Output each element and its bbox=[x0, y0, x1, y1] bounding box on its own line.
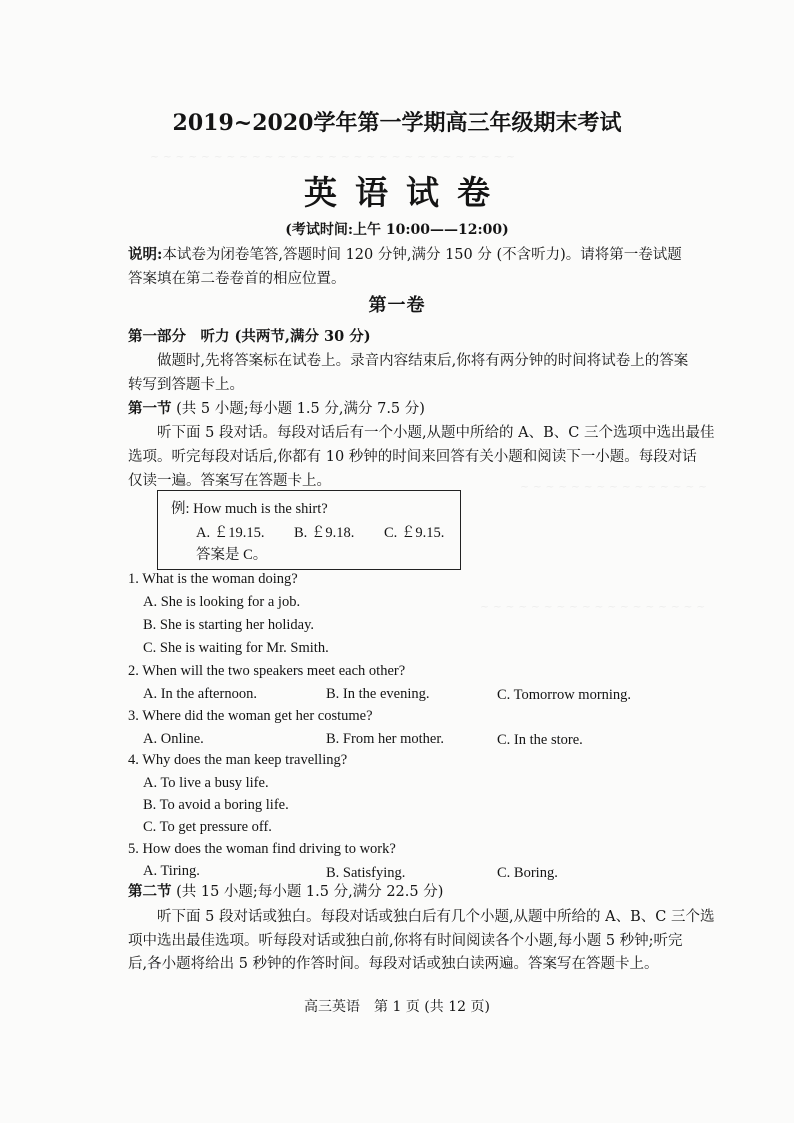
question-5-option-b: B. Satisfying. bbox=[326, 865, 406, 881]
part1-intro-2: 转写到答题卡上。 bbox=[128, 377, 244, 393]
example-question: 例: How much is the shirt? bbox=[171, 501, 328, 517]
question-3-option-b: B. From her mother. bbox=[326, 731, 445, 747]
section2-line-3: 后,各小题将给出 5 秒钟的作答时间。每段对话或独白读两遍。答案写在答题卡上。 bbox=[128, 956, 659, 972]
section1-line-3: 仅读一遍。答案写在答题卡上。 bbox=[128, 473, 331, 489]
instructions-text-1: 本试卷为闭卷笔答,答题时间 120 分钟,满分 150 分 (不含听力)。请将第一卷试题 bbox=[162, 247, 682, 263]
question-3: 3. Where did the woman get her costume? bbox=[128, 708, 373, 724]
volume-title: 第一卷 bbox=[368, 295, 426, 316]
section2-line-1: 听下面 5 段对话或独白。每段对话或独白后有几个小题,从题中所给的 A、B、C 三个选 bbox=[157, 909, 715, 925]
bleed-through-text: ~ ~ ~ ~ ~ ~ ~ ~ ~ ~ ~ ~ ~ ~ ~ ~ ~ ~ bbox=[480, 600, 706, 613]
question-1: 1. What is the woman doing? bbox=[128, 571, 298, 587]
section1-line-1: 听下面 5 段对话。每段对话后有一个小题,从题中所给的 A、B、C 三个选项中选出最佳 bbox=[157, 425, 715, 441]
bleed-through-text: ~ ~ ~ ~ ~ ~ ~ ~ ~ ~ ~ ~ ~ ~ ~ ~ ~ ~ ~ ~ ~ ~ ~ ~ ~ ~ ~ ~ ~ bbox=[150, 150, 516, 163]
question-1-option-c: C. She is waiting for Mr. Smith. bbox=[143, 640, 329, 656]
section2-heading bbox=[128, 880, 443, 904]
section1-line-2: 选项。听完每段对话后,你都有 10 秒钟的时间来回答有关小题和阅读下一小题。每段对话 bbox=[128, 449, 697, 465]
example-box bbox=[157, 490, 461, 570]
bleed-through-text: ~ ~ ~ ~ ~ ~ ~ ~ ~ ~ ~ ~ ~ ~ ~ bbox=[520, 480, 708, 493]
subject-title: 英语试卷 bbox=[304, 173, 508, 212]
example-option-b: B. ￡9.18. bbox=[294, 525, 355, 541]
section2-heading-bold: 第二节 bbox=[128, 883, 172, 900]
example-option-a: A. ￡19.15. bbox=[196, 525, 265, 541]
question-4: 4. Why does the man keep travelling? bbox=[128, 752, 348, 768]
question-5-option-c: C. Boring. bbox=[497, 865, 558, 881]
question-2-option-a: A. In the afternoon. bbox=[143, 686, 257, 702]
instructions-label: 说明: bbox=[128, 246, 163, 263]
example-answer: 答案是 C。 bbox=[196, 547, 268, 563]
question-3-option-a: A. Online. bbox=[143, 731, 204, 747]
question-3-option-c: C. In the store. bbox=[497, 732, 583, 748]
example-option-c: C. ￡9.15. bbox=[384, 525, 445, 541]
question-2-option-c: C. Tomorrow morning. bbox=[497, 687, 632, 703]
exam-time: (考试时间:上午 10:00——12:00) bbox=[285, 222, 509, 238]
question-4-option-b: B. To avoid a boring life. bbox=[143, 797, 289, 813]
section1-heading-bold: 第一节 bbox=[128, 400, 172, 417]
page-footer: 高三英语 第 1 页 (共 12 页) bbox=[304, 999, 490, 1015]
instructions-line-2: 答案填在第二卷卷首的相应位置。 bbox=[128, 271, 346, 287]
question-5: 5. How does the woman find driving to work? bbox=[128, 841, 396, 857]
question-4-option-a: A. To live a busy life. bbox=[143, 775, 269, 791]
question-1-option-a: A. She is looking for a job. bbox=[143, 594, 301, 610]
question-2-option-b: B. In the evening. bbox=[326, 686, 430, 702]
section2-heading-rest: (共 15 小题;每小题 1.5 分,满分 22.5 分) bbox=[171, 884, 444, 900]
part1-intro-1: 做题时,先将答案标在试卷上。录音内容结束后,你将有两分钟的时间将试卷上的答案 bbox=[157, 353, 689, 369]
question-5-option-a: A. Tiring. bbox=[143, 863, 200, 879]
section1-heading bbox=[128, 397, 425, 421]
exam-title: 2019~2020学年第一学期高三年级期末考试 bbox=[172, 110, 622, 136]
section2-line-2: 项中选出最佳选项。听每段对话或独白前,你将有时间阅读各个小题,每小题 5 秒钟;听完 bbox=[128, 933, 683, 949]
question-2: 2. When will the two speakers meet each other? bbox=[128, 663, 406, 679]
question-1-option-b: B. She is starting her holiday. bbox=[143, 617, 315, 633]
question-4-option-c: C. To get pressure off. bbox=[143, 819, 272, 835]
part1-heading: 第一部分 听力 (共两节,满分 30 分) bbox=[128, 328, 371, 345]
section1-heading-rest: (共 5 小题;每小题 1.5 分,满分 7.5 分) bbox=[171, 401, 425, 417]
instructions-line-1 bbox=[128, 243, 682, 267]
